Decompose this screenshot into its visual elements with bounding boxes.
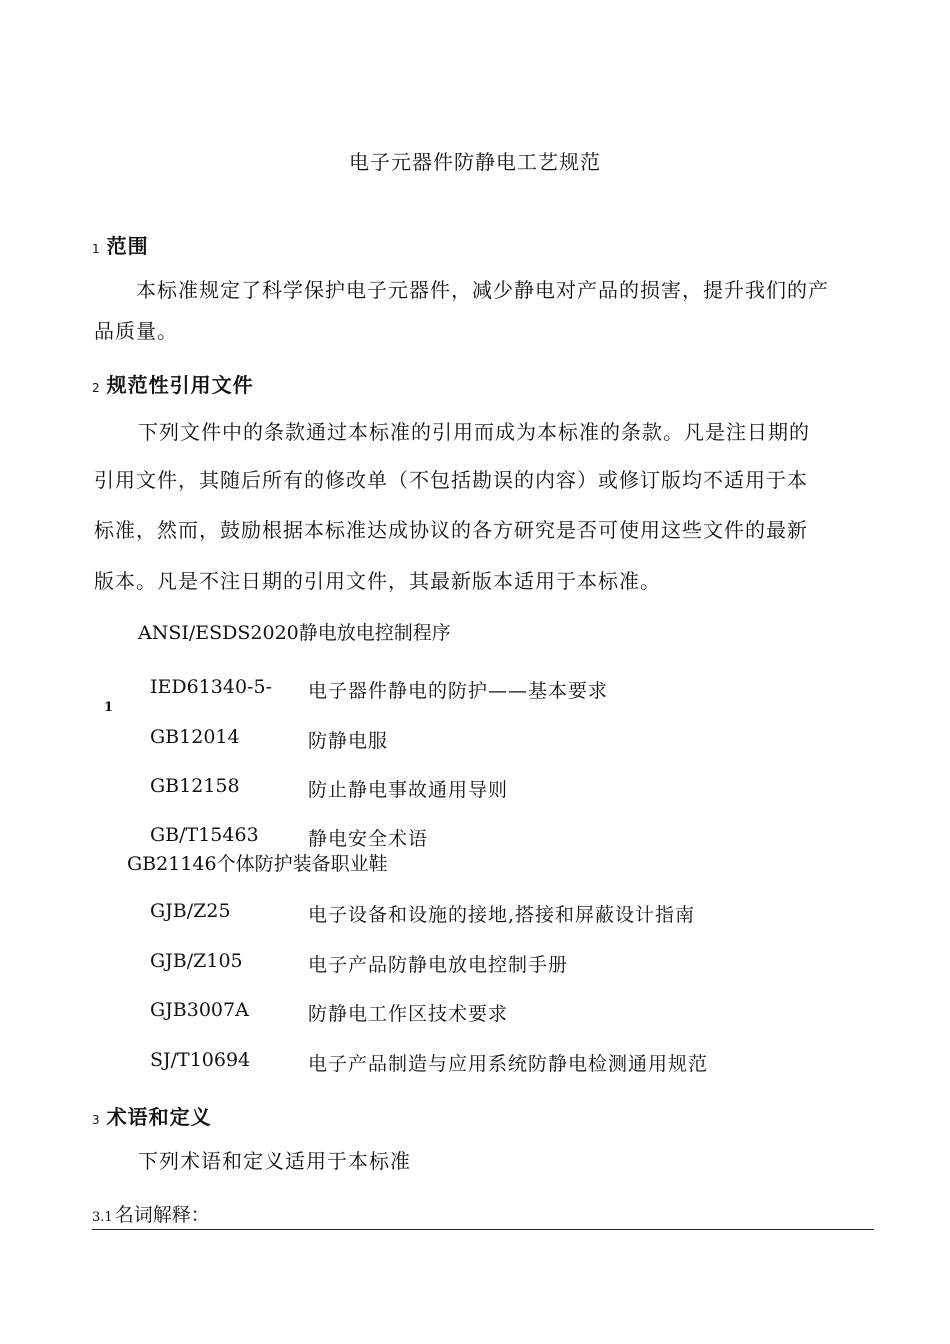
stray-mark: 1 <box>104 700 114 715</box>
section-2-paragraph-line: 标准，然而，鼓励根据本标准达成协议的各方研究是否可使用这些文件的最新 <box>94 518 808 542</box>
reference-code: SJ/T10694 <box>150 1049 251 1071</box>
reference-desc: 电子产品防静电放电控制手册 <box>308 954 569 976</box>
section-title: 范围 <box>106 234 149 258</box>
subsection-3-1 <box>92 1200 874 1230</box>
section-3-heading <box>92 1101 212 1130</box>
reference-code: GJB/Z25 <box>150 900 231 922</box>
reference-desc: 电子器件静电的防护——基本要求 <box>308 680 609 702</box>
reference-code: IED61340-5- <box>150 676 272 698</box>
section-2-paragraph-line: 下列文件中的条款通过本标准的引用而成为本标准的条款。凡是注日期的 <box>138 420 810 444</box>
reference-desc: 电子产品制造与应用系统防静电检测通用规范 <box>308 1053 709 1075</box>
section-1-paragraph-line: 品质量。 <box>94 319 178 343</box>
section-2-heading <box>92 369 254 398</box>
reference-code: GB12014 <box>150 726 240 748</box>
reference-desc: 静电安全术语 <box>308 828 429 850</box>
section-title: 规范性引用文件 <box>106 373 254 397</box>
reference-desc: 电子设备和设施的接地,搭接和屏蔽设计指南 <box>308 904 696 926</box>
subsection-number: 3.1 <box>92 1210 113 1225</box>
reference-ansi: ANSI/ESDS2020静电放电控制程序 <box>138 622 451 644</box>
reference-code: GB/T15463 <box>150 824 259 846</box>
section-3-paragraph: 下列术语和定义适用于本标准 <box>138 1149 411 1173</box>
reference-desc: 防静电服 <box>308 730 389 752</box>
section-number: 2 <box>92 381 101 395</box>
reference-code: GJB/Z105 <box>150 950 243 972</box>
page-title: 电子元器件防静电工艺规范 <box>349 150 601 174</box>
reference-desc: 防止静电事故通用导则 <box>308 779 509 801</box>
section-2-paragraph-line: 版本。凡是不注日期的引用文件，其最新版本适用于本标准。 <box>94 569 661 593</box>
section-number: 1 <box>92 242 101 256</box>
section-1-heading <box>92 230 149 259</box>
reference-code: GJB3007A <box>150 999 249 1021</box>
reference-gb21146: GB21146个体防护装备职业鞋 <box>127 853 388 875</box>
reference-code: GB12158 <box>150 775 240 797</box>
section-title: 术语和定义 <box>106 1105 212 1129</box>
section-1-paragraph-line: 本标准规定了科学保护电子元器件，减少静电对产品的损害，提升我们的产 <box>136 278 829 302</box>
section-number: 3 <box>92 1113 101 1127</box>
subsection-label: 名词解释： <box>114 1204 210 1226</box>
section-2-paragraph-line: 引用文件，其随后所有的修改单（不包括勘误的内容）或修订版均不适用于本 <box>94 468 808 492</box>
reference-desc: 防静电工作区技术要求 <box>308 1003 509 1025</box>
